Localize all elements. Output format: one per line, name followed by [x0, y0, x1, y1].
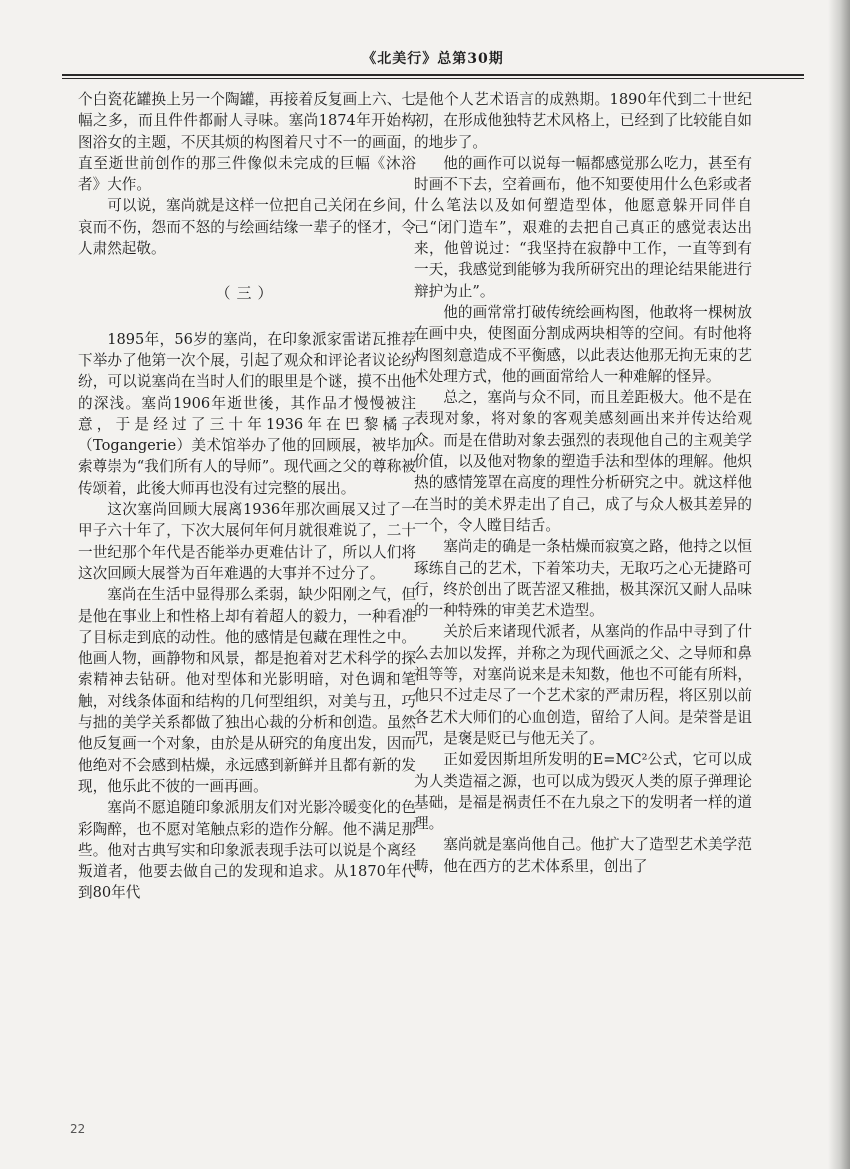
running-header: 《北美行》总第30期	[362, 51, 504, 67]
paragraph: 是他个人艺术语言的成熟期。1890年代到二十世纪初，在形成他独特艺术风格上，已经到了比较能自如的地步了。	[414, 91, 752, 151]
paragraph: 塞尚在生活中显得那么柔弱，缺少阳刚之气，但是他在事业上和性格上却有着超人的毅力，一种看准了目标走到底的动性。他的感情是包藏在理性之中。他画人物，画静物和风景，都是抱着对艺术科学的探索精神去钻研。他对型体和光影明暗，对色调和笔触，对线条体面和结构的几何型组织，对美与丑，巧与拙的美学关系都做了独出心裁的分析和创造。虽然他反复画一个对象，由於是从研究的角度出发，因而他绝对不会感到枯燥，永远感到新鲜并且都有新的发现，他乐此不彼的一画再画。	[78, 586, 416, 795]
paragraph: 他的画作可以说每一幅都感觉那么吃力，甚至有时画不下去，空着画布，他不知要使用什么色彩或者什么笔法以及如何塑造型体，他愿意躲开同伴自己“闭门造车”，艰难的去把自己真正的感觉表达出来，他曾说过：“我坚持在寂静中工作，一直等到有一天，我感觉到能够为我所研究出的理论结果能进行辩护为止”。	[414, 154, 752, 300]
header-rule-thin	[62, 78, 804, 79]
paragraph: 关於后来诸现代派者，从塞尚的作品中寻到了什么去加以发挥，并称之为现代画派之父、之导师和鼻祖等等，对塞尚说来是未知数，他也不可能有所料，他只不过走尽了一个艺术家的严肃历程，将区别以前各艺术大师们的心血创造，留给了人间。是荣誉是诅咒，是褒是贬已与他无关了。	[414, 623, 752, 747]
paragraph: 他的画常常打破传统绘画构图，他敢将一棵树放在画中央，使图面分割成两块相等的空间。有时他将构图刻意造成不平衡感，以此表达他那无拘无束的艺术处理方式，他的画面常给人一种难解的怪异。	[414, 303, 752, 385]
paragraph: 塞尚就是塞尚他自己。他扩大了造型艺术美学范畴，他在西方的艺术体系里，创出了	[414, 836, 752, 875]
scan-shadow-edge	[828, 0, 850, 1169]
right-column	[414, 89, 752, 877]
paragraph: 个白瓷花罐换上另一个陶罐，再接着反复画上六、七幅之多，而且件件都耐人寻味。塞尚1874年开始构图浴女的主题，不厌其烦的构图着尺寸不一的画面，直至逝世前创作的那三件像似未完成的巨幅《沐浴者》大作。	[78, 91, 416, 194]
left-column	[78, 89, 416, 904]
page-number: 22	[70, 1122, 86, 1136]
section-title: （三）	[215, 284, 279, 303]
paragraph: 可以说，塞尚就是这样一位把自己关闭在乡间，哀而不伤，怨而不怒的与绘画结缘一辈子的怪才，令人肃然起敬。	[78, 197, 416, 258]
paragraph: 总之，塞尚与众不同，而且差距极大。他不是在表现对象，将对象的客观美感刻画出来并传达给观众。而是在借助对象去强烈的表现他自己的主观美学价值，以及他对物象的塑造手法和型体的理解。他炽热的感情笼罩在高度的理性分析研究之中。就这样他在当时的美术界走出了自己，成了与众人极其差异的一个，令人瞠目结舌。	[414, 389, 752, 534]
paragraph: 正如爱因斯坦所发明的E=MC²公式，它可以成为人类造福之源，也可以成为毁灭人类的原子弹理论基础，是福是祸责任不在九泉之下的发明者一样的道理。	[414, 751, 752, 833]
paragraph: 塞尚不愿追随印象派朋友们对光影冷暖变化的色彩陶醉，也不愿对笔触点彩的造作分解。他不满足那些。他对古典写实和印象派表现手法可以说是个离经叛道者，他要去做自己的发现和追求。从1870年代到80年代	[78, 799, 416, 902]
paragraph: 这次塞尚回顾大展离1936年那次画展又过了一甲子六十年了，下次大展何年何月就很难说了，二十一世纪那个年代是否能举办更难估计了，所以人们将这次回顾大展誉为百年难遇的大事并不过分了。	[78, 501, 416, 582]
header-rule	[62, 74, 804, 76]
paragraph: 1895年，56岁的塞尚，在印象派家雷诺瓦推荐下举办了他第一次个展，引起了观众和评论者议论纷纷，可以说塞尚在当时人们的眼里是个谜，摸不出他的深浅。塞尚1906年逝世後，其作品才慢慢被注意，于是经过了三十年1936年在巴黎橘子（Togangerie）美术馆举办了他的回顾展，被毕加索尊崇为“我们所有人的导师”。现代画之父的尊称被传颂着，此後大师再也没有过完整的展出。	[78, 330, 416, 497]
paragraph: 塞尚走的确是一条枯燥而寂寞之路，他持之以恒琢练自己的艺术，下着笨功夫，无取巧之心无捷路可行，终於创出了既苦涩又稚拙，极其深沉又耐人品味的一种特殊的审美艺术造型。	[414, 538, 752, 620]
